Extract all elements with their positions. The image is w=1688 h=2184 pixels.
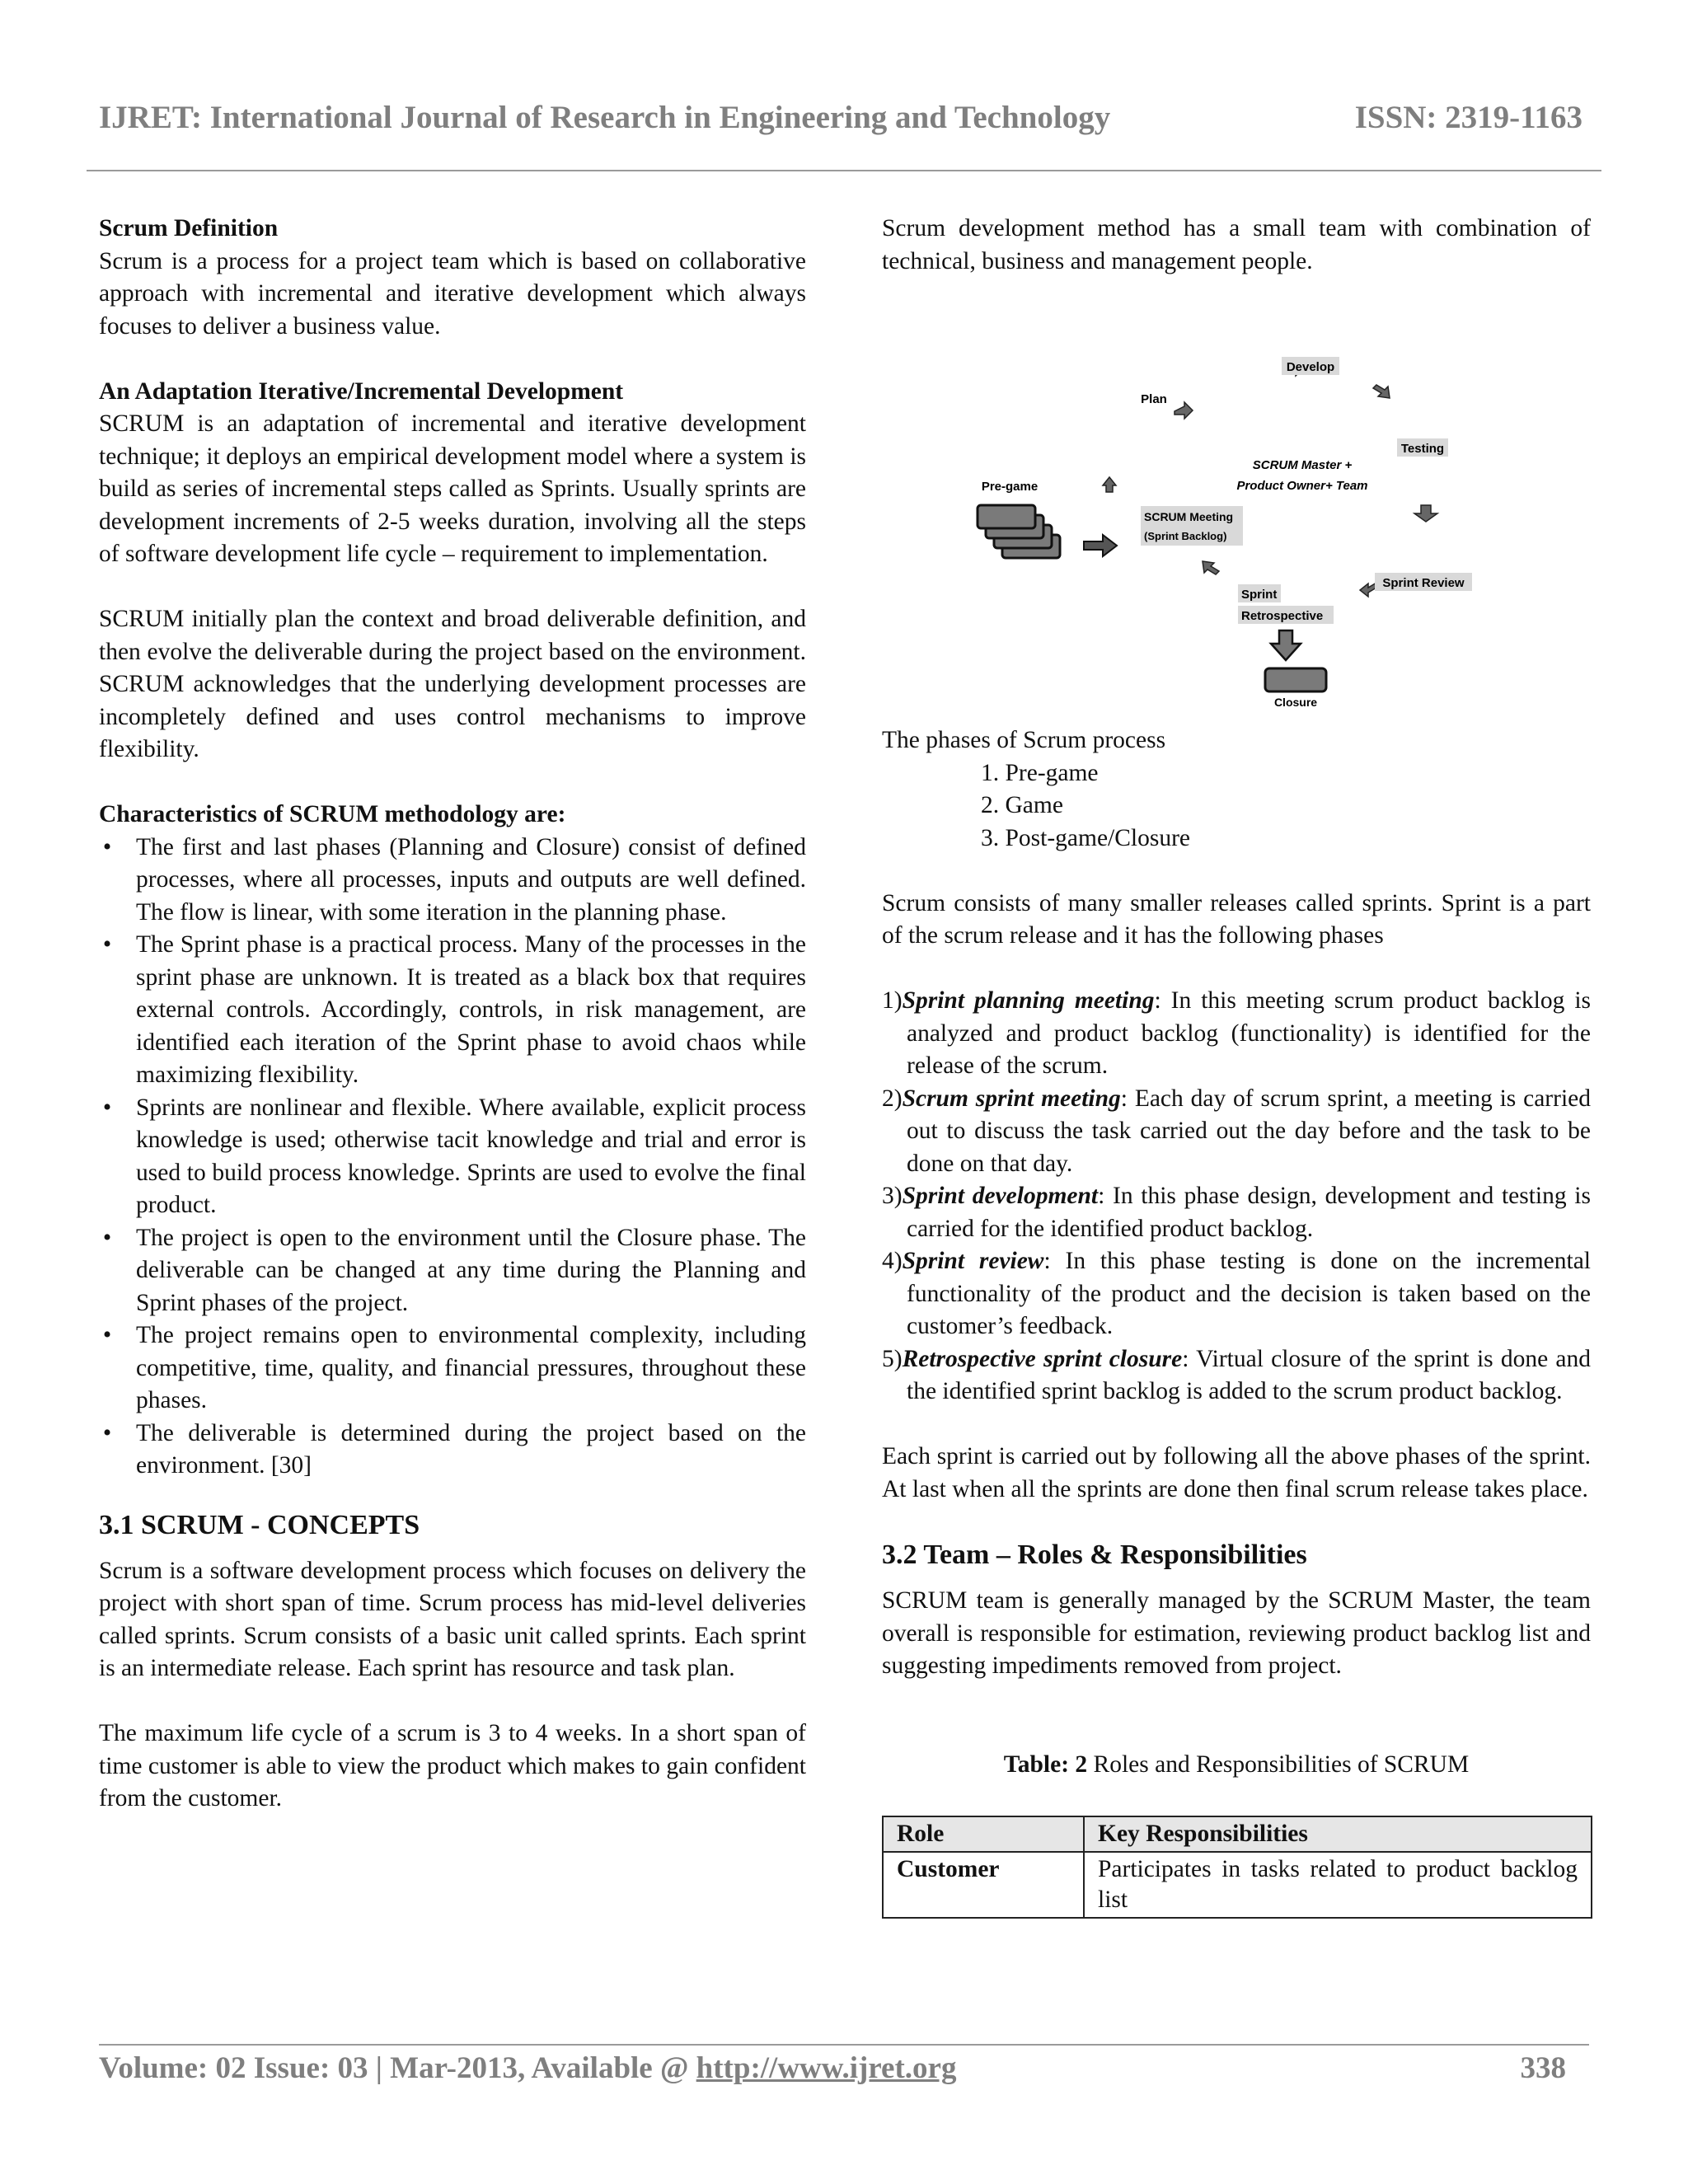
center-label-1: SCRUM Master + bbox=[1252, 458, 1353, 472]
lifecycle-text: The maximum life cycle of a scrum is 3 to 4 weeks. In a short span of time customer is able to view the product which makes to gain confident from the customer. bbox=[99, 1720, 806, 1811]
list-item: • The Sprint phase is a practical process. Many of the processes in the sprint phase are unknown. It is treated as a black box that requires external controls. Accordingly, controls, in risk management, are identified each iteration of the Sprint phase to avoid chaos while maximizing flexibility. bbox=[102, 931, 806, 1088]
list-item: 2. Game bbox=[981, 792, 1063, 818]
list-item: 2)Scrum sprint meeting: Each day of scrum sprint, a meeting is carried out to discuss the task carried out the day before and the task to be done on that day. bbox=[882, 1085, 1591, 1177]
meeting-label-1: SCRUM Meeting bbox=[1144, 510, 1234, 523]
characteristics-heading: Characteristics of SCRUM methodology are: bbox=[99, 801, 566, 827]
list-item: • The project remains open to environmental complexity, including competitive, time, quality, and financial pressures, throughout these phases. bbox=[102, 1322, 806, 1413]
testing-label: Testing bbox=[1400, 442, 1445, 456]
characteristics-list bbox=[99, 832, 806, 1483]
table-cell-role: Customer bbox=[883, 1852, 1084, 1918]
down-arrow-icon bbox=[1271, 630, 1301, 660]
table-row bbox=[883, 1852, 1592, 1918]
list-item: 1)Sprint planning meeting: In this meeting scrum product backlog is analyzed and product backlog (functionality) is identified for the release of the scrum. bbox=[882, 987, 1592, 1079]
table-cell-resp: Participates in tasks related to product backlog list bbox=[1084, 1852, 1592, 1918]
initial-plan-text: SCRUM initially plan the context and broad deliverable definition, and then evolve the deliverable during the project based on the environment. SCRUM acknowledges that the underlying development processes are incompletely defined and uses control mechanisms to improve flexibility. bbox=[99, 606, 806, 762]
list-item: 4)Sprint review: In this phase testing is done on the incremental functionality of the product and the decision is taken based on the customer’s feedback. bbox=[882, 1248, 1591, 1339]
right-column bbox=[882, 213, 1591, 1919]
roles-table bbox=[882, 1816, 1592, 1919]
scrum-diagram-svg bbox=[882, 294, 1591, 715]
header-rule bbox=[87, 170, 1601, 171]
journal-link[interactable]: http://www.ijret.org bbox=[696, 2051, 957, 2085]
scrum-definition-heading: Scrum Definition bbox=[99, 215, 279, 241]
left-column bbox=[99, 213, 806, 1816]
page-number: 338 bbox=[1520, 2051, 1566, 2085]
list-item: 5)Retrospective sprint closure: Virtual closure of the sprint is done and the identified sprint backlog is added to the scrum product backlog. bbox=[882, 1345, 1592, 1404]
intro-text: Scrum development method has a small team with combination of technical, business and management people. bbox=[882, 215, 1591, 274]
sprints-text: Scrum consists of many smaller releases called sprints. Sprint is a part of the scrum release and it has the following phases bbox=[882, 889, 1591, 949]
list-item: 3. Post-game/Closure bbox=[981, 824, 1191, 851]
adaptation-text: SCRUM is an adaptation of incremental and iterative development technique; it deploys an empirical development model where a system is build as series of incremental steps called as Sprints. Usually sprints are development increments of 2-5 weeks duration, involving all the steps of software development life cycle – requirement to implementation. bbox=[99, 410, 806, 567]
journal-title: IJRET: International Journal of Research in Engineering and Technology bbox=[99, 100, 1111, 135]
footer-rule bbox=[99, 2044, 1589, 2046]
page-header bbox=[99, 92, 1582, 150]
meeting-label-2: (Sprint Backlog) bbox=[1144, 530, 1227, 542]
list-item: • The first and last phases (Planning and Closure) consist of defined processes, where all processes, inputs and outputs are well defined. The flow is linear, with some iteration in the planning phase. bbox=[102, 833, 806, 926]
scrum-process-diagram bbox=[882, 294, 1591, 715]
closure-box-icon bbox=[1265, 668, 1326, 691]
retro-label-1: Sprint bbox=[1241, 588, 1278, 602]
list-item: 3)Sprint development: In this phase design, development and testing is carried for the identified product backlog. bbox=[882, 1183, 1591, 1242]
table-caption: Table: 2 Roles and Responsibilities of SCRUM bbox=[1003, 1750, 1470, 1778]
sprint-review-label: Sprint Review bbox=[1382, 576, 1465, 590]
page-footer bbox=[99, 2050, 1566, 2100]
concepts-text: Scrum is a software development process which focuses on delivery the project with short span of time. Scrum process has mid-level deliveries called sprints. Scrum consists of a basic unit called sprints. Each sprint is an intermediate release. Each sprint has resource and task plan. bbox=[99, 1557, 806, 1681]
phases-heading: The phases of Scrum process bbox=[882, 727, 1166, 753]
plan-label: Plan bbox=[1141, 392, 1167, 406]
adaptation-heading: An Adaptation Iterative/Incremental Development bbox=[99, 377, 624, 405]
pregame-stack-icon bbox=[978, 505, 1060, 558]
phases-list bbox=[882, 757, 1591, 855]
pregame-arrow-icon bbox=[1084, 535, 1117, 556]
scrum-definition-text: Scrum is a process for a project team which is based on collaborative approach with incremental and iterative development which always focuses to deliver a business value. bbox=[99, 247, 806, 340]
volume-info: Volume: 02 Issue: 03 | Mar-2013, Available @ http://www.ijret.org bbox=[99, 2051, 957, 2085]
table-header-responsibilities: Key Responsibilities bbox=[1084, 1816, 1592, 1852]
concepts-heading: 3.1 SCRUM - CONCEPTS bbox=[99, 1509, 420, 1540]
each-sprint-text: Each sprint is carried out by following all the above phases of the sprint. At last when all the sprints are done then final scrum release takes place. bbox=[882, 1443, 1591, 1502]
pregame-label: Pre-game bbox=[981, 480, 1039, 494]
table-header-role: Role bbox=[883, 1816, 1084, 1852]
sprint-phases-list bbox=[882, 985, 1591, 1408]
develop-label: Develop bbox=[1286, 360, 1335, 374]
team-heading: 3.2 Team – Roles & Responsibilities bbox=[882, 1540, 1307, 1570]
table-header-row bbox=[883, 1816, 1592, 1852]
closure-label: Closure bbox=[1273, 696, 1318, 709]
list-item: • Sprints are nonlinear and flexible. Where available, explicit process knowledge is used; otherwise tacit knowledge and trial and error is used to build process knowledge. Sprints are used to evolve the final product. bbox=[102, 1094, 806, 1218]
team-text: SCRUM team is generally managed by the SCRUM Master, the team overall is responsible for estimation, reviewing product backlog list and suggesting impediments removed from project. bbox=[882, 1587, 1591, 1679]
issn-label: ISSN: 2319-1163 bbox=[1354, 100, 1582, 135]
center-label-2: Product Owner+ Team bbox=[1236, 479, 1368, 493]
list-item: 1. Pre-game bbox=[981, 759, 1099, 786]
list-item: • The deliverable is determined during the project based on the environment. [30] bbox=[102, 1419, 806, 1479]
retro-label-2: Retrospective bbox=[1241, 609, 1324, 623]
list-item: • The project is open to the environment until the Closure phase. The deliverable can be changed at any time during the Planning and Sprint phases of the project. bbox=[102, 1224, 806, 1316]
